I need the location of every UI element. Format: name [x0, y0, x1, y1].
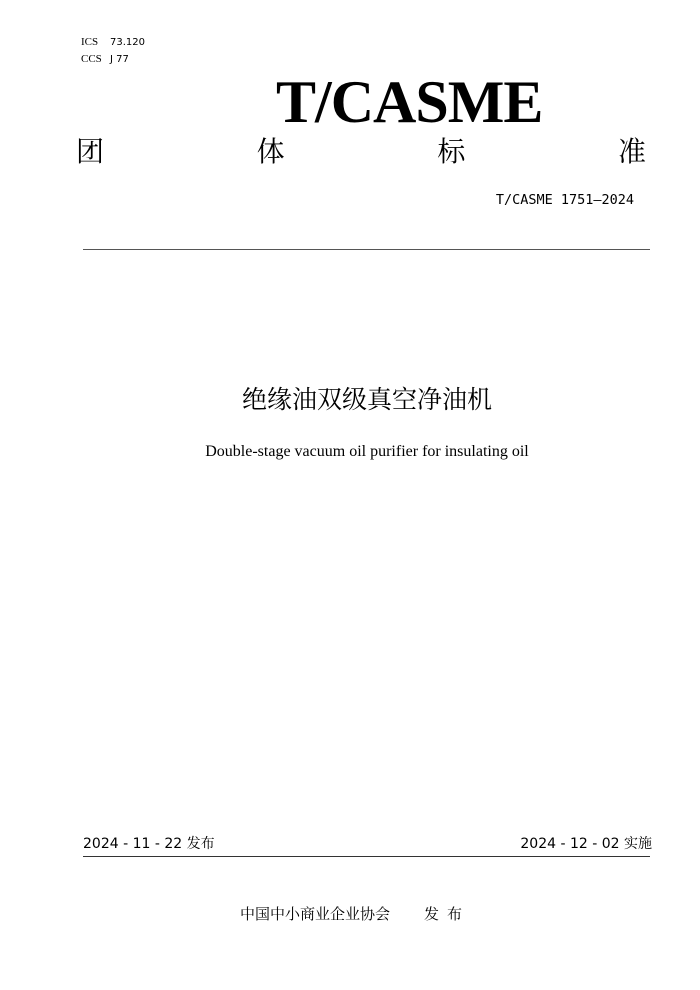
header-divider: [83, 249, 650, 250]
ccs-label: CCS: [81, 53, 102, 65]
footer-divider: [83, 856, 650, 857]
issue-date: 2024 - 11 - 22 发布: [83, 836, 215, 852]
ics-row: [81, 34, 145, 51]
ics-label: ICS: [81, 36, 99, 48]
standard-type-char: 团: [76, 135, 105, 168]
standard-type-char: 准: [617, 135, 646, 168]
standard-type-char: 标: [437, 135, 466, 168]
classification-codes: [81, 34, 145, 68]
ics-code: 73.120: [110, 37, 145, 48]
ccs-row: [81, 51, 145, 68]
implementation-date: 2024 - 12 - 02 实施: [520, 836, 652, 852]
standard-type: [76, 132, 646, 172]
ccs-code: J 77: [110, 54, 129, 65]
organization-logo: T/CASME: [276, 69, 543, 135]
title-english: Double-stage vacuum oil purifier for insulating oil: [205, 443, 529, 460]
standard-number: T/CASME 1751—2024: [495, 192, 634, 208]
standard-type-char: 体: [256, 135, 285, 168]
publisher-action: 发布: [424, 905, 471, 923]
publisher: [240, 903, 470, 925]
title-chinese: 绝缘油双级真空净油机: [241, 385, 492, 414]
publisher-name: 中国中小商业企业协会: [240, 905, 391, 923]
